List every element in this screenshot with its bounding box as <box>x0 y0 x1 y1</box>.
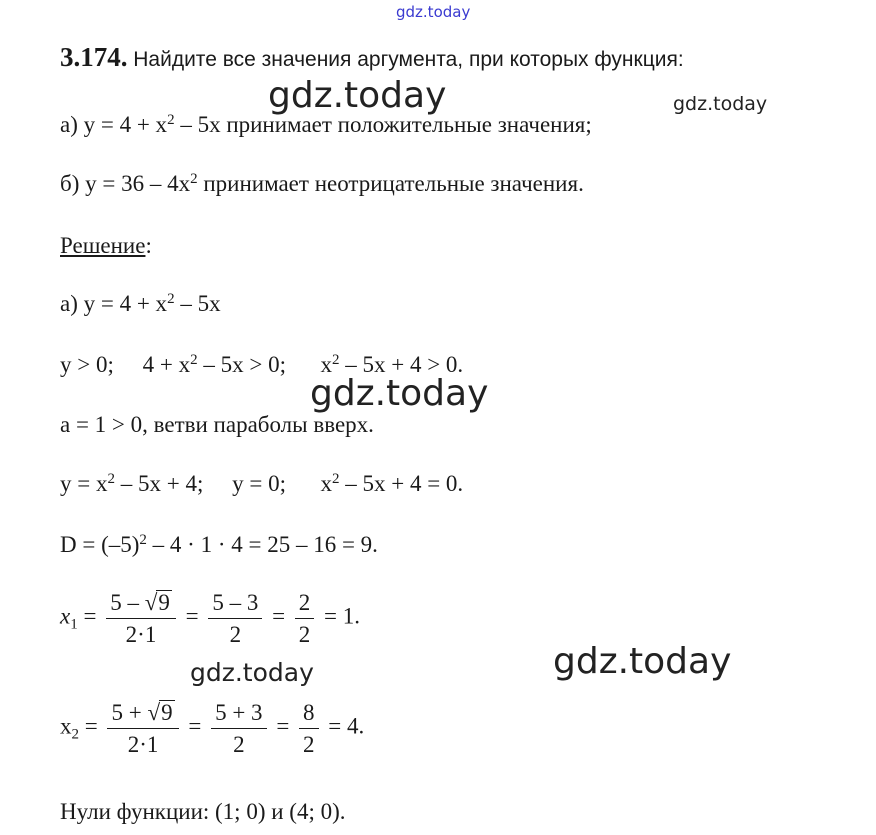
part-a-rest: – 5x принимает положительные значения; <box>174 112 592 137</box>
exponent: 2 <box>167 290 175 307</box>
solution-line-3: а = 1 > 0, ветви параболы вверх. <box>60 412 374 437</box>
root-variable: x <box>60 713 72 739</box>
exponent: 2 <box>139 531 147 548</box>
root-x2-formula <box>60 700 364 756</box>
denominator: 2·1 <box>125 622 157 647</box>
expr-part: у > 0; 4 + x <box>60 352 191 377</box>
expr-part: – 4 · 1 · 4 = 25 – 16 = 9. <box>146 532 378 557</box>
part-b-rest: принимает неотрицательные значения. <box>197 171 584 196</box>
expr-part: – 5x + 4 = 0. <box>339 471 464 496</box>
fraction <box>211 701 266 756</box>
radicand: 9 <box>158 590 170 615</box>
watermark-large-2: gdz.today <box>310 373 489 414</box>
fraction <box>299 701 319 756</box>
numerator: 5 + <box>111 700 142 725</box>
numerator: 2 <box>295 591 315 619</box>
expr-part: у = x <box>60 471 108 496</box>
solution-line-4 <box>60 472 463 495</box>
watermark-top: gdz.today <box>396 3 471 21</box>
equals-sign: = <box>83 603 97 629</box>
numerator: 5 – 3 <box>208 591 262 619</box>
expr-part: D = (–5) <box>60 532 140 557</box>
problem-part-a <box>60 113 592 136</box>
numerator: 5 + 3 <box>211 701 266 729</box>
expr-part: – 5x <box>174 291 221 316</box>
root-subscript: 1 <box>70 616 78 633</box>
radicand: 9 <box>161 700 173 725</box>
watermark-large-3: gdz.today <box>553 641 732 682</box>
result: = 4. <box>328 713 365 739</box>
solution-heading <box>60 234 152 257</box>
exponent: 2 <box>331 470 340 487</box>
exponent: 2 <box>331 351 340 368</box>
solution-line-5 <box>60 533 378 556</box>
root-variable: x <box>60 603 71 629</box>
numerator: 8 <box>299 701 319 729</box>
problem-statement: Найдите все значения аргумента, при которых функция: <box>133 48 684 71</box>
part-a-exponent: 2 <box>167 111 175 128</box>
fraction <box>208 591 262 646</box>
equals-sign: = <box>272 603 286 629</box>
problem-number: 3.174. <box>60 42 128 72</box>
root-x1-formula <box>60 590 360 646</box>
fraction: $\frac{5 + √9}{2\cdot 1}$ <box>107 700 178 756</box>
solution-heading-text: Решение <box>60 233 146 258</box>
watermark-large-1: gdz.today <box>268 75 447 116</box>
fraction: $\frac{5 - √9}{2\cdot 1}$ <box>106 590 176 646</box>
equals-sign: = <box>185 603 199 629</box>
denominator: 2 <box>229 621 242 647</box>
solution-line-2 <box>60 353 463 376</box>
denominator: 2 <box>233 731 245 757</box>
root-subscript: 2 <box>71 726 79 743</box>
part-b-exponent: 2 <box>190 170 198 187</box>
numerator: 5 – <box>110 590 139 615</box>
expr-part: – 5x > 0; x <box>197 352 332 377</box>
equals-sign: = <box>276 713 290 739</box>
expr-part: – 5x + 4 > 0. <box>339 352 464 377</box>
expr-part: – 5x + 4; у = 0; x <box>114 471 332 496</box>
expr-part: а) у = 4 + x <box>60 291 168 316</box>
equals-sign: = <box>188 713 202 739</box>
part-b-text: б) у = 36 – 4x <box>60 171 191 196</box>
equals-sign: = <box>84 713 98 739</box>
fraction <box>295 591 315 646</box>
denominator: 2 <box>303 731 315 757</box>
exponent: 2 <box>190 351 198 368</box>
watermark-medium: gdz.today <box>190 658 314 687</box>
problem-title <box>60 44 684 71</box>
solution-heading-colon: : <box>145 233 152 258</box>
problem-part-b <box>60 172 584 195</box>
solution-line-1 <box>60 292 221 315</box>
denominator: 2 <box>298 621 311 647</box>
part-a-text: а) у = 4 + x <box>60 112 168 137</box>
result: = 1. <box>324 603 361 629</box>
exponent: 2 <box>107 470 115 487</box>
watermark-small-right: gdz.today <box>673 93 768 115</box>
function-zeros: Нули функции: (1; 0) и (4; 0). <box>60 799 346 824</box>
denominator: 2·1 <box>127 732 159 757</box>
